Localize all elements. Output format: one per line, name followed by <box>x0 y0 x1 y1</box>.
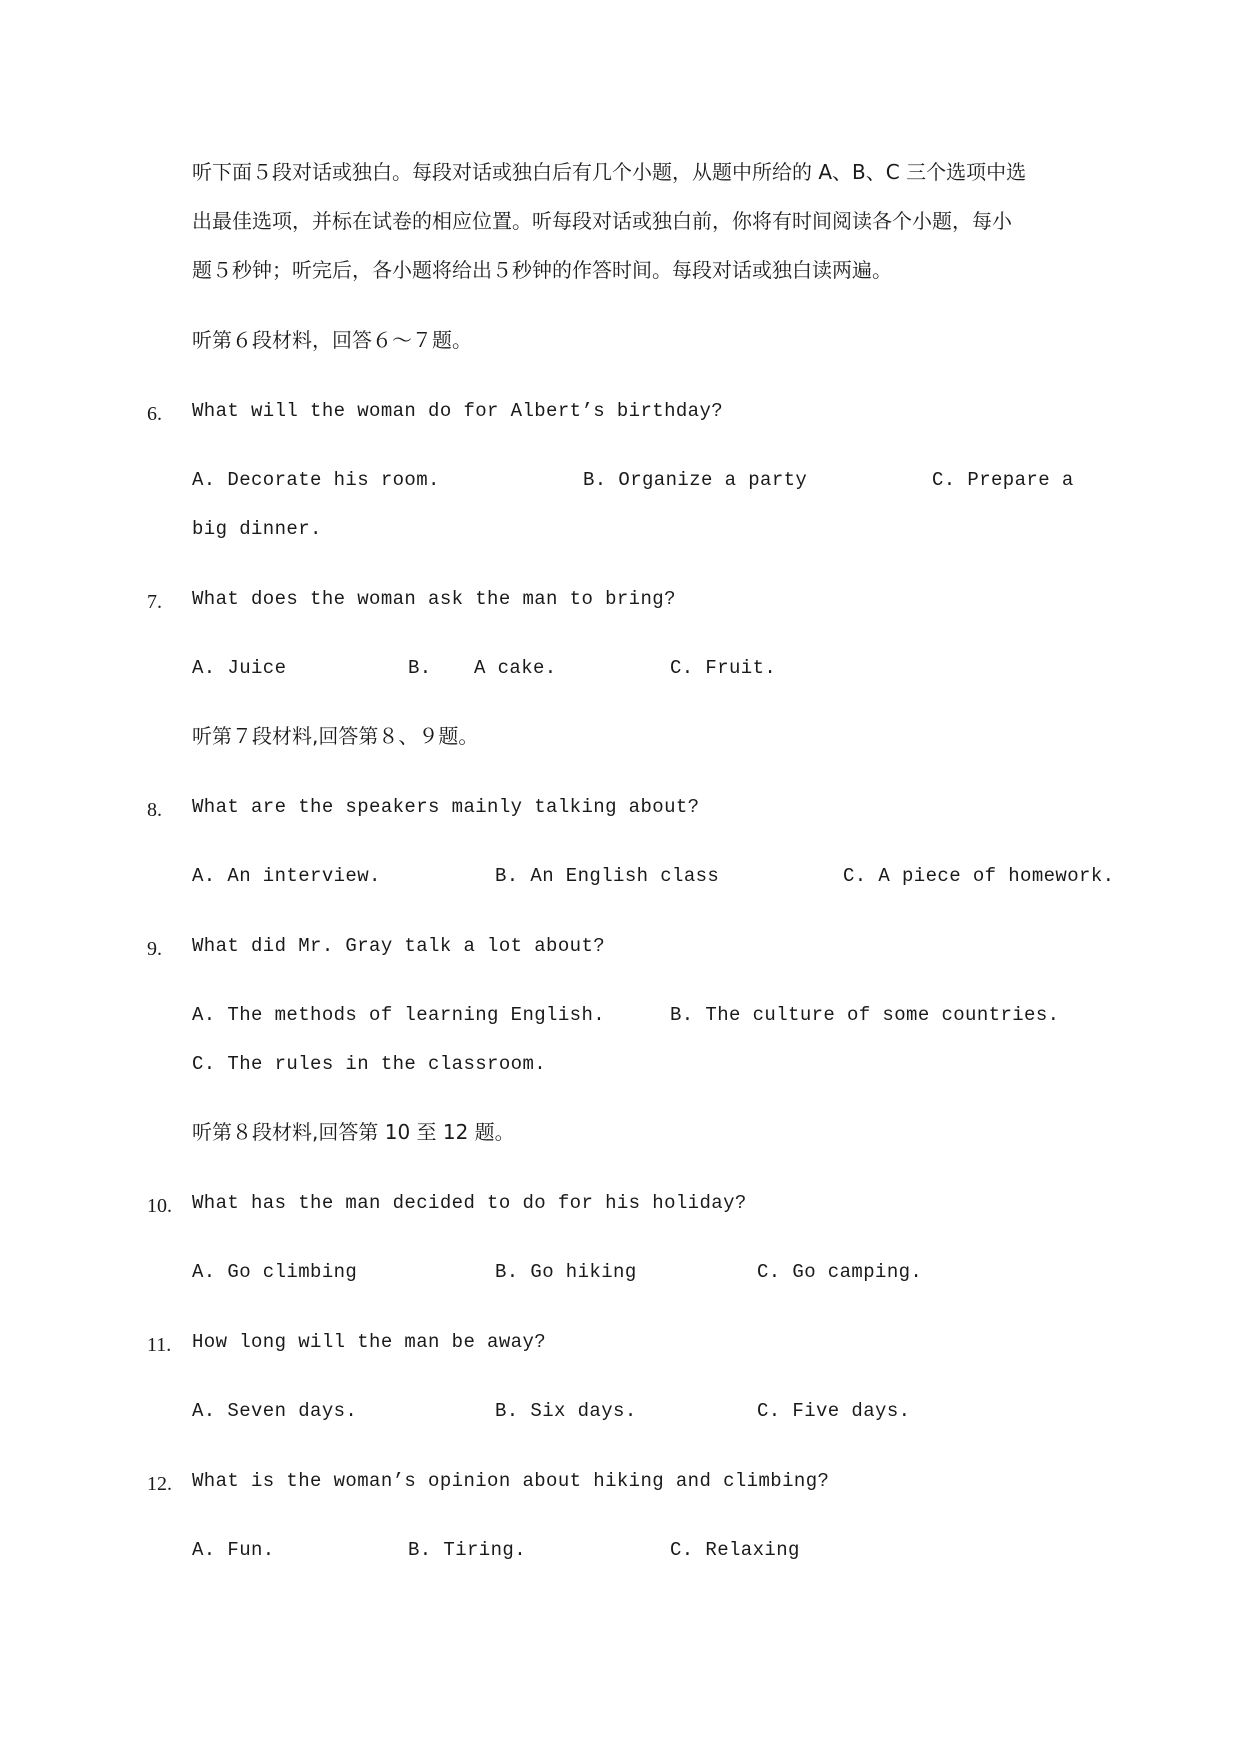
option-b: B. Go hiking <box>495 1261 637 1283</box>
option-continuation: big dinner. <box>192 518 322 540</box>
option-a: A. Fun. <box>192 1539 275 1561</box>
question-number: 10. <box>147 1195 172 1217</box>
option-c: C. The rules in the classroom. <box>192 1053 547 1075</box>
option-a: A. Juice <box>192 657 287 679</box>
question-number: 6. <box>147 403 162 425</box>
section-header: 听第６段材料，回答６～７题。 <box>192 328 472 352</box>
option-b-letter: B. <box>408 657 432 679</box>
question-number: 12. <box>147 1473 172 1495</box>
instructions-line-2: 出最佳选项，并标在试卷的相应位置。听每段对话或独白前，你将有时间阅读各个小题，每小 <box>192 209 1012 233</box>
question-text: What are the speakers mainly talking about? <box>192 796 700 818</box>
option-c: C. Five days. <box>757 1400 911 1422</box>
question-number: 9. <box>147 938 162 960</box>
option-b: B. Tiring. <box>408 1539 527 1561</box>
option-b: B. Organize a party <box>583 469 808 491</box>
option-a: A. The methods of learning English. <box>192 1004 606 1026</box>
option-b: B. An English class <box>495 865 720 887</box>
option-b: B. The culture of some countries. <box>670 1004 1060 1026</box>
question-number: 11. <box>147 1334 172 1356</box>
instructions-line-1: 听下面５段对话或独白。每段对话或独白后有几个小题，从题中所给的 A、B、C 三个选项中选 <box>192 160 1027 184</box>
option-b: A cake. <box>474 657 557 679</box>
question-text: What has the man decided to do for his holiday? <box>192 1192 747 1214</box>
question-text: What does the woman ask the man to bring? <box>192 588 676 610</box>
question-text: What is the woman’s opinion about hiking and climbing? <box>192 1470 830 1492</box>
question-number: 8. <box>147 799 162 821</box>
question-text: What will the woman do for Albert’s birthday? <box>192 400 724 422</box>
option-a: A. An interview. <box>192 865 381 887</box>
question-number: 7. <box>147 591 162 613</box>
option-b: B. Six days. <box>495 1400 637 1422</box>
option-c: C. A piece of homework. <box>843 865 1115 887</box>
instructions-line-3: 题５秒钟；听完后，各小题将给出５秒钟的作答时间。每段对话或独白读两遍。 <box>192 258 892 282</box>
option-c: C. Fruit. <box>670 657 777 679</box>
section-header: 听第７段材料,回答第８、９题。 <box>192 724 479 748</box>
option-c: C. Relaxing <box>670 1539 800 1561</box>
question-text: What did Mr. Gray talk a lot about? <box>192 935 606 957</box>
option-a: A. Go climbing <box>192 1261 358 1283</box>
option-c: C. Go camping. <box>757 1261 923 1283</box>
option-a: A. Seven days. <box>192 1400 358 1422</box>
option-a: A. Decorate his room. <box>192 469 440 491</box>
question-text: How long will the man be away? <box>192 1331 547 1353</box>
section-header: 听第８段材料,回答第 10 至 12 题。 <box>192 1120 515 1144</box>
option-c: C. Prepare a <box>932 469 1074 491</box>
